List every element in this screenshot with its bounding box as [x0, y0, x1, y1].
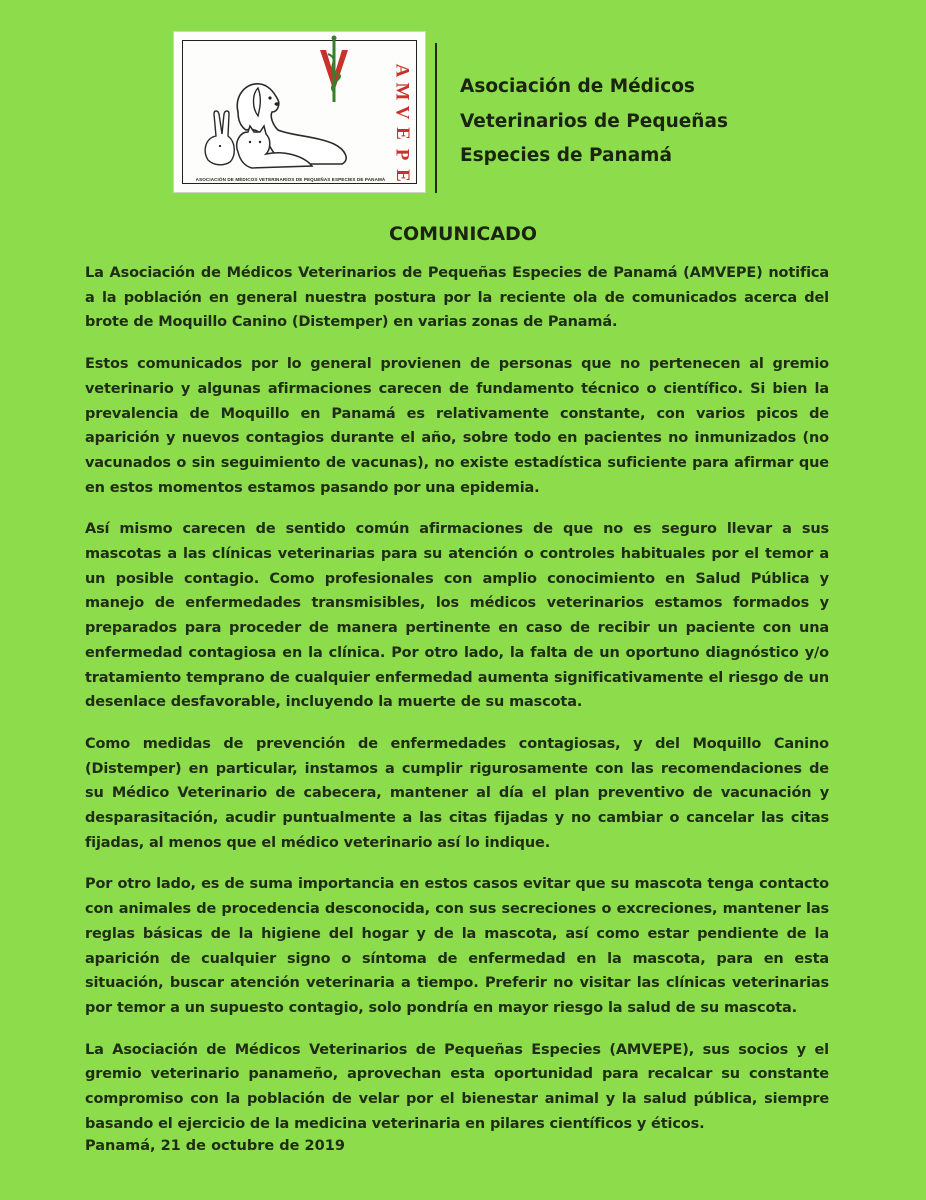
org-name-line: Asociación de Médicos: [460, 76, 695, 97]
logo-letter: P: [391, 148, 413, 161]
logo-letter: E: [391, 127, 413, 140]
logo-letter: A: [391, 63, 413, 78]
header-divider: [435, 43, 437, 193]
paragraph: Por otro lado, es de suma importancia en estos casos evitar que su mascota tenga contacto con animales de procedencia desconocida, con sus secreciones o excreciones, mantener las reglas básicas de la higiene del hogar y de la mascota, así como estar pendiente de la aparición de cualquier signo o síntoma de enfermedad en la mascota, para en esta situación, buscar atención veterinaria a tiempo. Preferir no visitar las clínicas veterinarias por temor a un supuesto contagio, solo pondría en mayor riesgo la salud de su mascota.: [85, 876, 829, 1016]
logo-caption: ASOCIACIÓN DE MÉDICOS VETERINARIOS DE PEQUEÑAS ESPECIES DE PANAMÁ: [195, 177, 386, 182]
org-name-line: Especies de Panamá: [460, 145, 672, 166]
amvepe-logo-icon: [174, 32, 427, 194]
paragraph: Así mismo carecen de sentido común afirmaciones de que no es seguro llevar a sus mascotas a las clínicas veterinarias para su atención o controles habituales por el temor a un posible contagio. Como profesionales con amplio conocimiento en Salud Pública y manejo de enfermedades transmisibles, los médicos veterinarios estamos formados y preparados para proceder de manera pertinente en caso de recibir un paciente con una enfermedad contagiosa en la clínica. Por otro lado, la falta de un oportuno diagnóstico y/o tratamiento temprano de cualquier enfermedad aumenta significativamente el riesgo de un desenlace desfavorable, incluyendo la muerte de su mascota.: [85, 521, 829, 711]
amvepe-logo: [173, 31, 426, 193]
document-body: [85, 261, 829, 1154]
place-date: Panamá, 21 de octubre de 2019: [85, 1138, 345, 1154]
logo-letter: M: [391, 82, 413, 101]
logo-letter: V: [391, 105, 413, 120]
logo-letter: E: [391, 169, 413, 182]
paragraph: La Asociación de Médicos Veterinarios de Pequeñas Especies de Panamá (AMVEPE) notifica a la población en general nuestra postura por la reciente ola de comunicados acerca del brote de Moquillo Canino (Distemper) en varias zonas de Panamá.: [85, 265, 829, 331]
paragraph: Como medidas de prevención de enfermedades contagiosas, y del Moquillo Canino (Distemper) en particular, instamos a cumplir rigurosamente con las recomendaciones de su Médico Veterinario de cabecera, mantener al día el plan preventivo de vacunación y desparasitación, acudir puntualmente a las citas fijadas y no cambiar o cancelar las citas fijadas, al menos que el médico veterinario así lo indique.: [85, 735, 829, 851]
paragraph: La Asociación de Médicos Veterinarios de Pequeñas Especies (AMVEPE), sus socios y el gremio veterinario panameño, aprovechan esta oportunidad para recalcar su constante compromiso con la población de velar por el bienestar animal y la salud pública, siempre basando el ejercicio de la medicina veterinaria en pilares científicos y éticos.: [85, 1041, 829, 1132]
organization-name: [460, 70, 728, 174]
org-name-line: Veterinarios de Pequeñas: [460, 110, 728, 132]
document-title: COMUNICADO: [389, 223, 537, 245]
paragraph: Estos comunicados por lo general provienen de personas que no pertenecen al gremio veterinario y algunas afirmaciones carecen de fundamento técnico o científico. Si bien la prevalencia de Moquillo en Panamá es relativamente constante, con varios picos de aparición y nuevos contagios durante el año, sobre todo en pacientes no inmunizados (no vacunados o sin seguimiento de vacunas), no existe estadística suficiente para afirmar que en estos momentos estamos pasando por una epidemia.: [85, 356, 829, 496]
logo-acronym: [393, 60, 411, 186]
